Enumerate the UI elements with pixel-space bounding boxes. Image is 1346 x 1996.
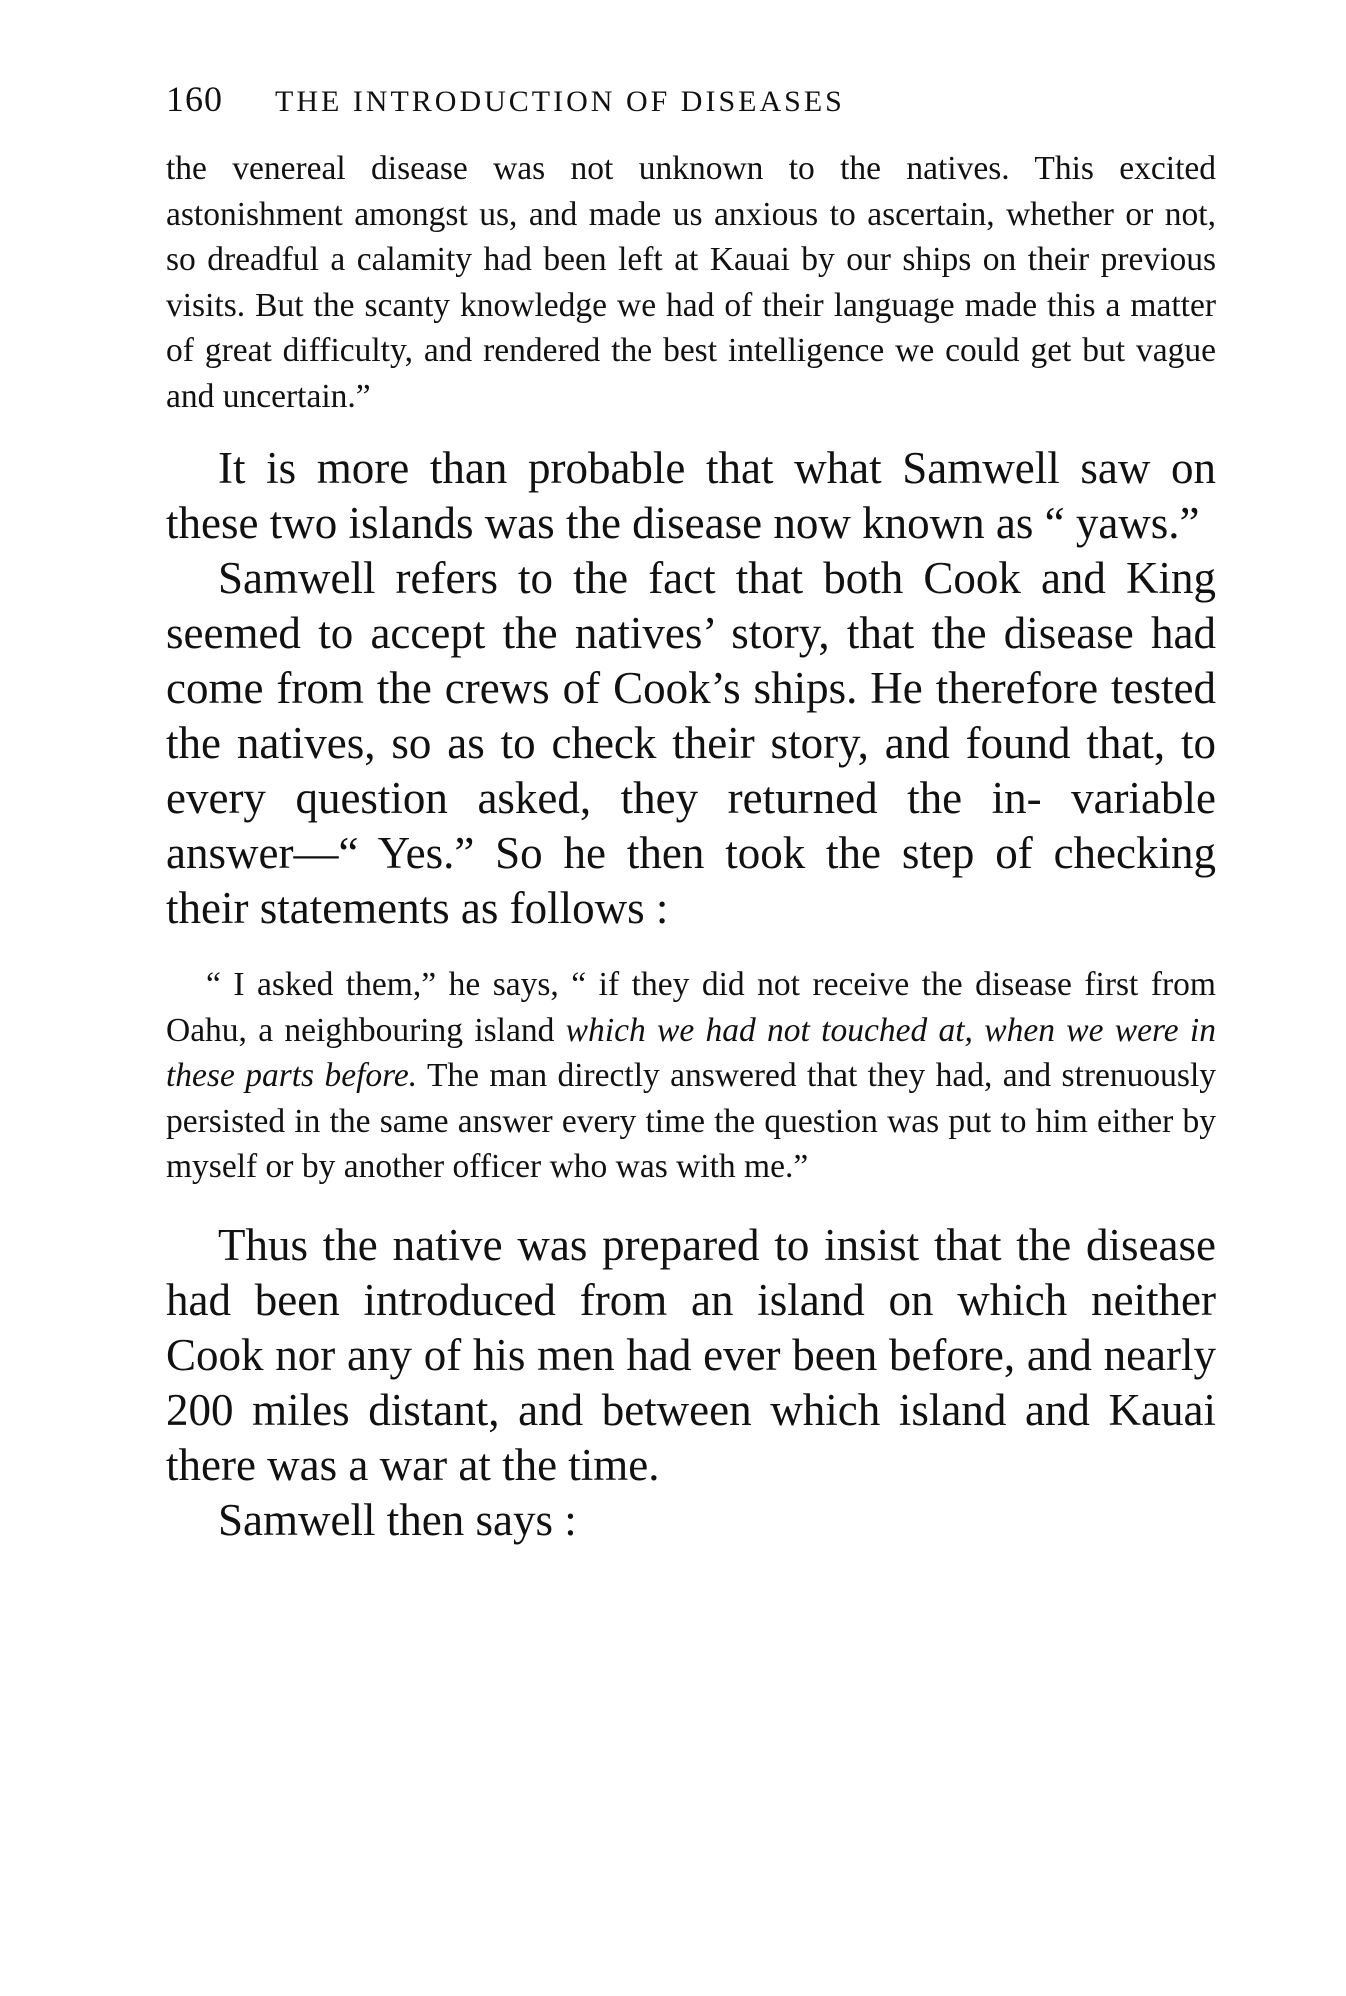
- book-page: [166, 78, 1216, 1548]
- running-head: THE INTRODUCTION OF DISEASES: [275, 85, 845, 118]
- paragraph-samwell-says: Samwell then says :: [218, 1494, 577, 1545]
- paragraph-native-insist: Thus the native was prepared to insist that the disease had been introduced from an island on which neither Cook nor any of his men had ever been before, and nearly 200 miles distant, and between which island and Kauai there was a war at the time.: [166, 1219, 1216, 1490]
- paragraph-samwell-refers: Samwell refers to the fact that both Cook and King seemed to accept the natives’ story, that the disease had come from the crews of Cook’s ships. He therefore tested the natives, so as to check their story, and found that, to every question asked, they returned the in- variable answer—“ Yes.” So he then took the step of checking their statements as follows :: [166, 553, 1216, 933]
- quote-italic-text: which we had not touched at, when we were in these parts before.: [166, 1011, 1216, 1094]
- quote-samwell: [166, 962, 1216, 1190]
- quote-text-start: “ I asked them,” he says, “ if they did not receive the disease first from Oahu, a neighbouring island: [166, 966, 1216, 1049]
- page-header: [166, 78, 1216, 132]
- paragraph-yaws: It is more than probable that what Samwell saw on these two islands was the disease now known as “ yaws.”: [166, 443, 1216, 548]
- quote-continued: the venereal disease was not unknown to the natives. This excited astonishment amongst us, and made us anxious to ascertain, whether or not, so dreadful a calamity had been left at Kauai by our ships on their previous visits. But the scanty knowledge we had of their language made this a matter of great difficulty, and rendered the best intelligence we could get but vague and uncertain.”: [166, 150, 1216, 415]
- quote-text-end: The man directly answered that they had, and strenuously persisted in the same answer every time the question was put to him either by myself or by another officer who was with me.”: [166, 1057, 1216, 1185]
- page-number: 160: [166, 79, 223, 119]
